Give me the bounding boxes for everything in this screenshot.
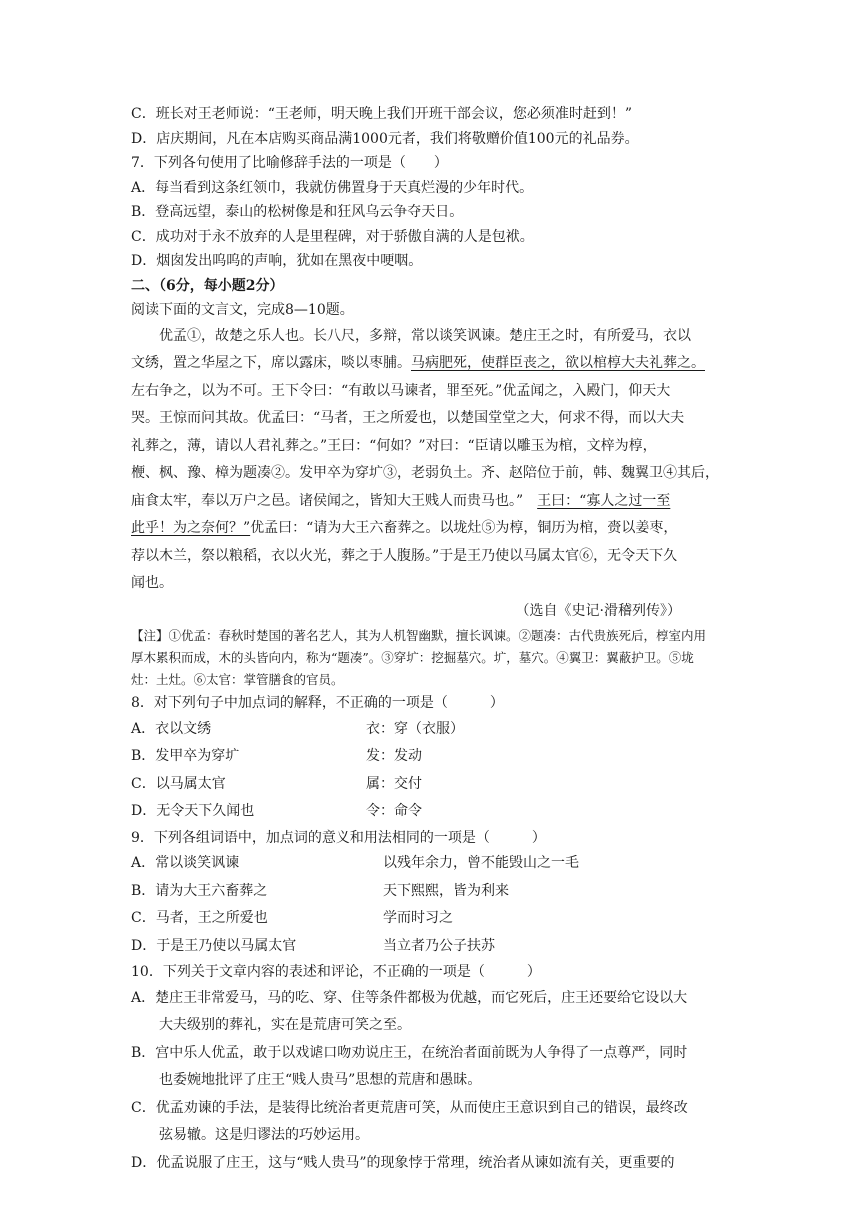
section-heading: 二、（6分，每小题2分） [131, 277, 284, 294]
q10-line: B．宫中乐人优孟，敢于以戏谑口吻劝说庄王，在统治者面前既为人争得了一点尊严，同时 [131, 1044, 688, 1061]
q7-stem: 7．下列各句使用了比喻修辞手法的一项是（ ） [131, 155, 448, 171]
q8-option-c: C．以马属太官 属：交付 [131, 775, 422, 792]
passage-line: 哭。王惊而问其故。优孟曰：“马者，王之所爱也，以楚国堂堂之大，何求不得，而以大夫 [131, 410, 685, 426]
q9-stem: 9．下列各组词语中，加点词的意义和用法相同的一项是（ ） [131, 829, 546, 846]
passage-line [131, 515, 731, 543]
q7-option-b: B．登高远望，泰山的松树像是和狂风乌云争夺天日。 [131, 204, 464, 220]
passage-line [131, 350, 731, 378]
reading-instruction: 阅读下面的文言文，完成8—10题。 [131, 302, 354, 318]
q7-option-c: C．成功对于永不放弃的人是里程碑，对于骄傲自满的人是包袱。 [131, 228, 534, 245]
q10-stem: 10．下列关于文章内容的表述和评论，不正确的一项是（ ） [131, 964, 541, 980]
q9-option-a: A．常以谈笑讽谏 以残年余力，曾不能毁山之一毛 [131, 855, 579, 871]
q10-line: 也委婉地批评了庄王“贱人贵马”思想的荒唐和愚昧。 [159, 1072, 482, 1088]
q8-option-d: D．无令天下久闻也 令：命令 [131, 803, 422, 819]
passage-line: 左右争之，以为不可。王下令曰：“有敢以马谏者，罪至死。”优孟闻之，入殿门，仰天大 [131, 382, 671, 399]
passage-line: 礼葬之，薄，请以人君礼葬之。”王曰：“何如？”对曰：“臣请以雕玉为棺，文梓为椁， [131, 437, 657, 454]
q10-line: A．楚庄王非常爱马，马的吃、穿、住等条件都极为优越，而它死后，庄王还要给它设以大 [131, 989, 688, 1006]
note-line: 厚木累积而成，木的头皆向内，称为“题凑”。③穿圹：挖掘墓穴。圹，墓穴。④翼卫：翼蔽护卫。⑤垅 [131, 650, 694, 665]
underlined-sentence: 王曰：“寡人之过一至 [537, 492, 671, 509]
option-c-line: C．班长对王老师说：“王老师，明天晚上我们开班干部会议，您必须准时赶到！” [131, 106, 633, 122]
underlined-sentence: 此乎！为之奈何？” [131, 520, 251, 536]
passage-line: 优孟①，故楚之乐人也。长八尺，多辩，常以谈笑讽谏。楚庄王之时，有所爱马，衣以 [159, 327, 691, 344]
q7-option-d: D．烟囱发出呜呜的声响，犹如在黑夜中哽咽。 [131, 253, 423, 269]
passage-line [131, 488, 731, 516]
q10-line: 弦易辙。这是归谬法的巧妙运用。 [159, 1127, 369, 1143]
underlined-sentence: 马病肥死，使群臣丧之，欲以棺椁大夫礼葬之。 [411, 355, 705, 371]
passage-line: 闻也。 [131, 575, 173, 591]
passage-text: 文绣，置之华屋之下，席以露床，啖以枣脯。 [131, 355, 411, 371]
passage-text: 庙食太牢，奉以万户之邑。诸侯闻之，皆知大王贱人而贵马也。” [131, 492, 524, 509]
option-d-line: D．店庆期间，凡在本店购买商品满1000元者，我们将敬赠价值100元的礼品券。 [131, 130, 639, 147]
q10-line: D．优孟说服了庄王，这与“贱人贵马”的现象悖于常理，统治者从谏如流有关，更重要的 [131, 1154, 675, 1171]
q8-option-a: A．衣以文绣 衣：穿（衣服） [131, 720, 464, 737]
q8-option-b: B．发甲卒为穿圹 发：发动 [131, 748, 422, 764]
exam-page [131, 102, 731, 1177]
q9-option-d: D．于是王乃使以马属太官 当立者乃公子扶苏 [131, 937, 495, 954]
q10-line: 大夫级别的葬礼，实在是荒唐可笑之至。 [159, 1017, 411, 1033]
q9-option-b: B．请为大王六畜葬之 天下熙熙，皆为利来 [131, 882, 509, 899]
classical-passage [131, 323, 731, 626]
q7-option-a: A．每当看到这条红领巾，我就仿佛置身于天真烂漫的少年时代。 [131, 179, 534, 196]
passage-line: 荐以木兰，祭以粮稻，衣以火光，葬之于人腹肠。”于是王乃使以马属太官⑥，无令天下久 [131, 547, 678, 564]
note-line: 【注】①优孟：春秋时楚国的著名艺人，其为人机智幽默，擅长讽谏。②题凑：古代贵族死后，椁室内用 [131, 628, 707, 643]
q10-line: C．优孟劝谏的手法，是装得比统治者更荒唐可笑，从而使庄王意识到自己的错误，最终改 [131, 1099, 688, 1116]
q9-option-c: C．马者，王之所爱也 学而时习之 [131, 910, 453, 926]
passage-source: （选自《史记·滑稽列传》） [515, 602, 681, 619]
note-line: 灶：土灶。⑥太官：掌管膳食的官员。 [131, 672, 344, 687]
passage-text: 优孟曰：“请为大王六畜葬之。以垅灶⑤为椁，铜历为棺，赍以姜枣， [250, 520, 678, 536]
q8-stem: 8．对下列句子中加点词的解释，不正确的一项是（ ） [131, 695, 504, 711]
footnotes [131, 625, 731, 691]
passage-line: 楩、枫、豫、樟为题凑②。发甲卒为穿圹③，老弱负土。齐、赵陪位于前，韩、魏翼卫④其后， [131, 465, 719, 481]
